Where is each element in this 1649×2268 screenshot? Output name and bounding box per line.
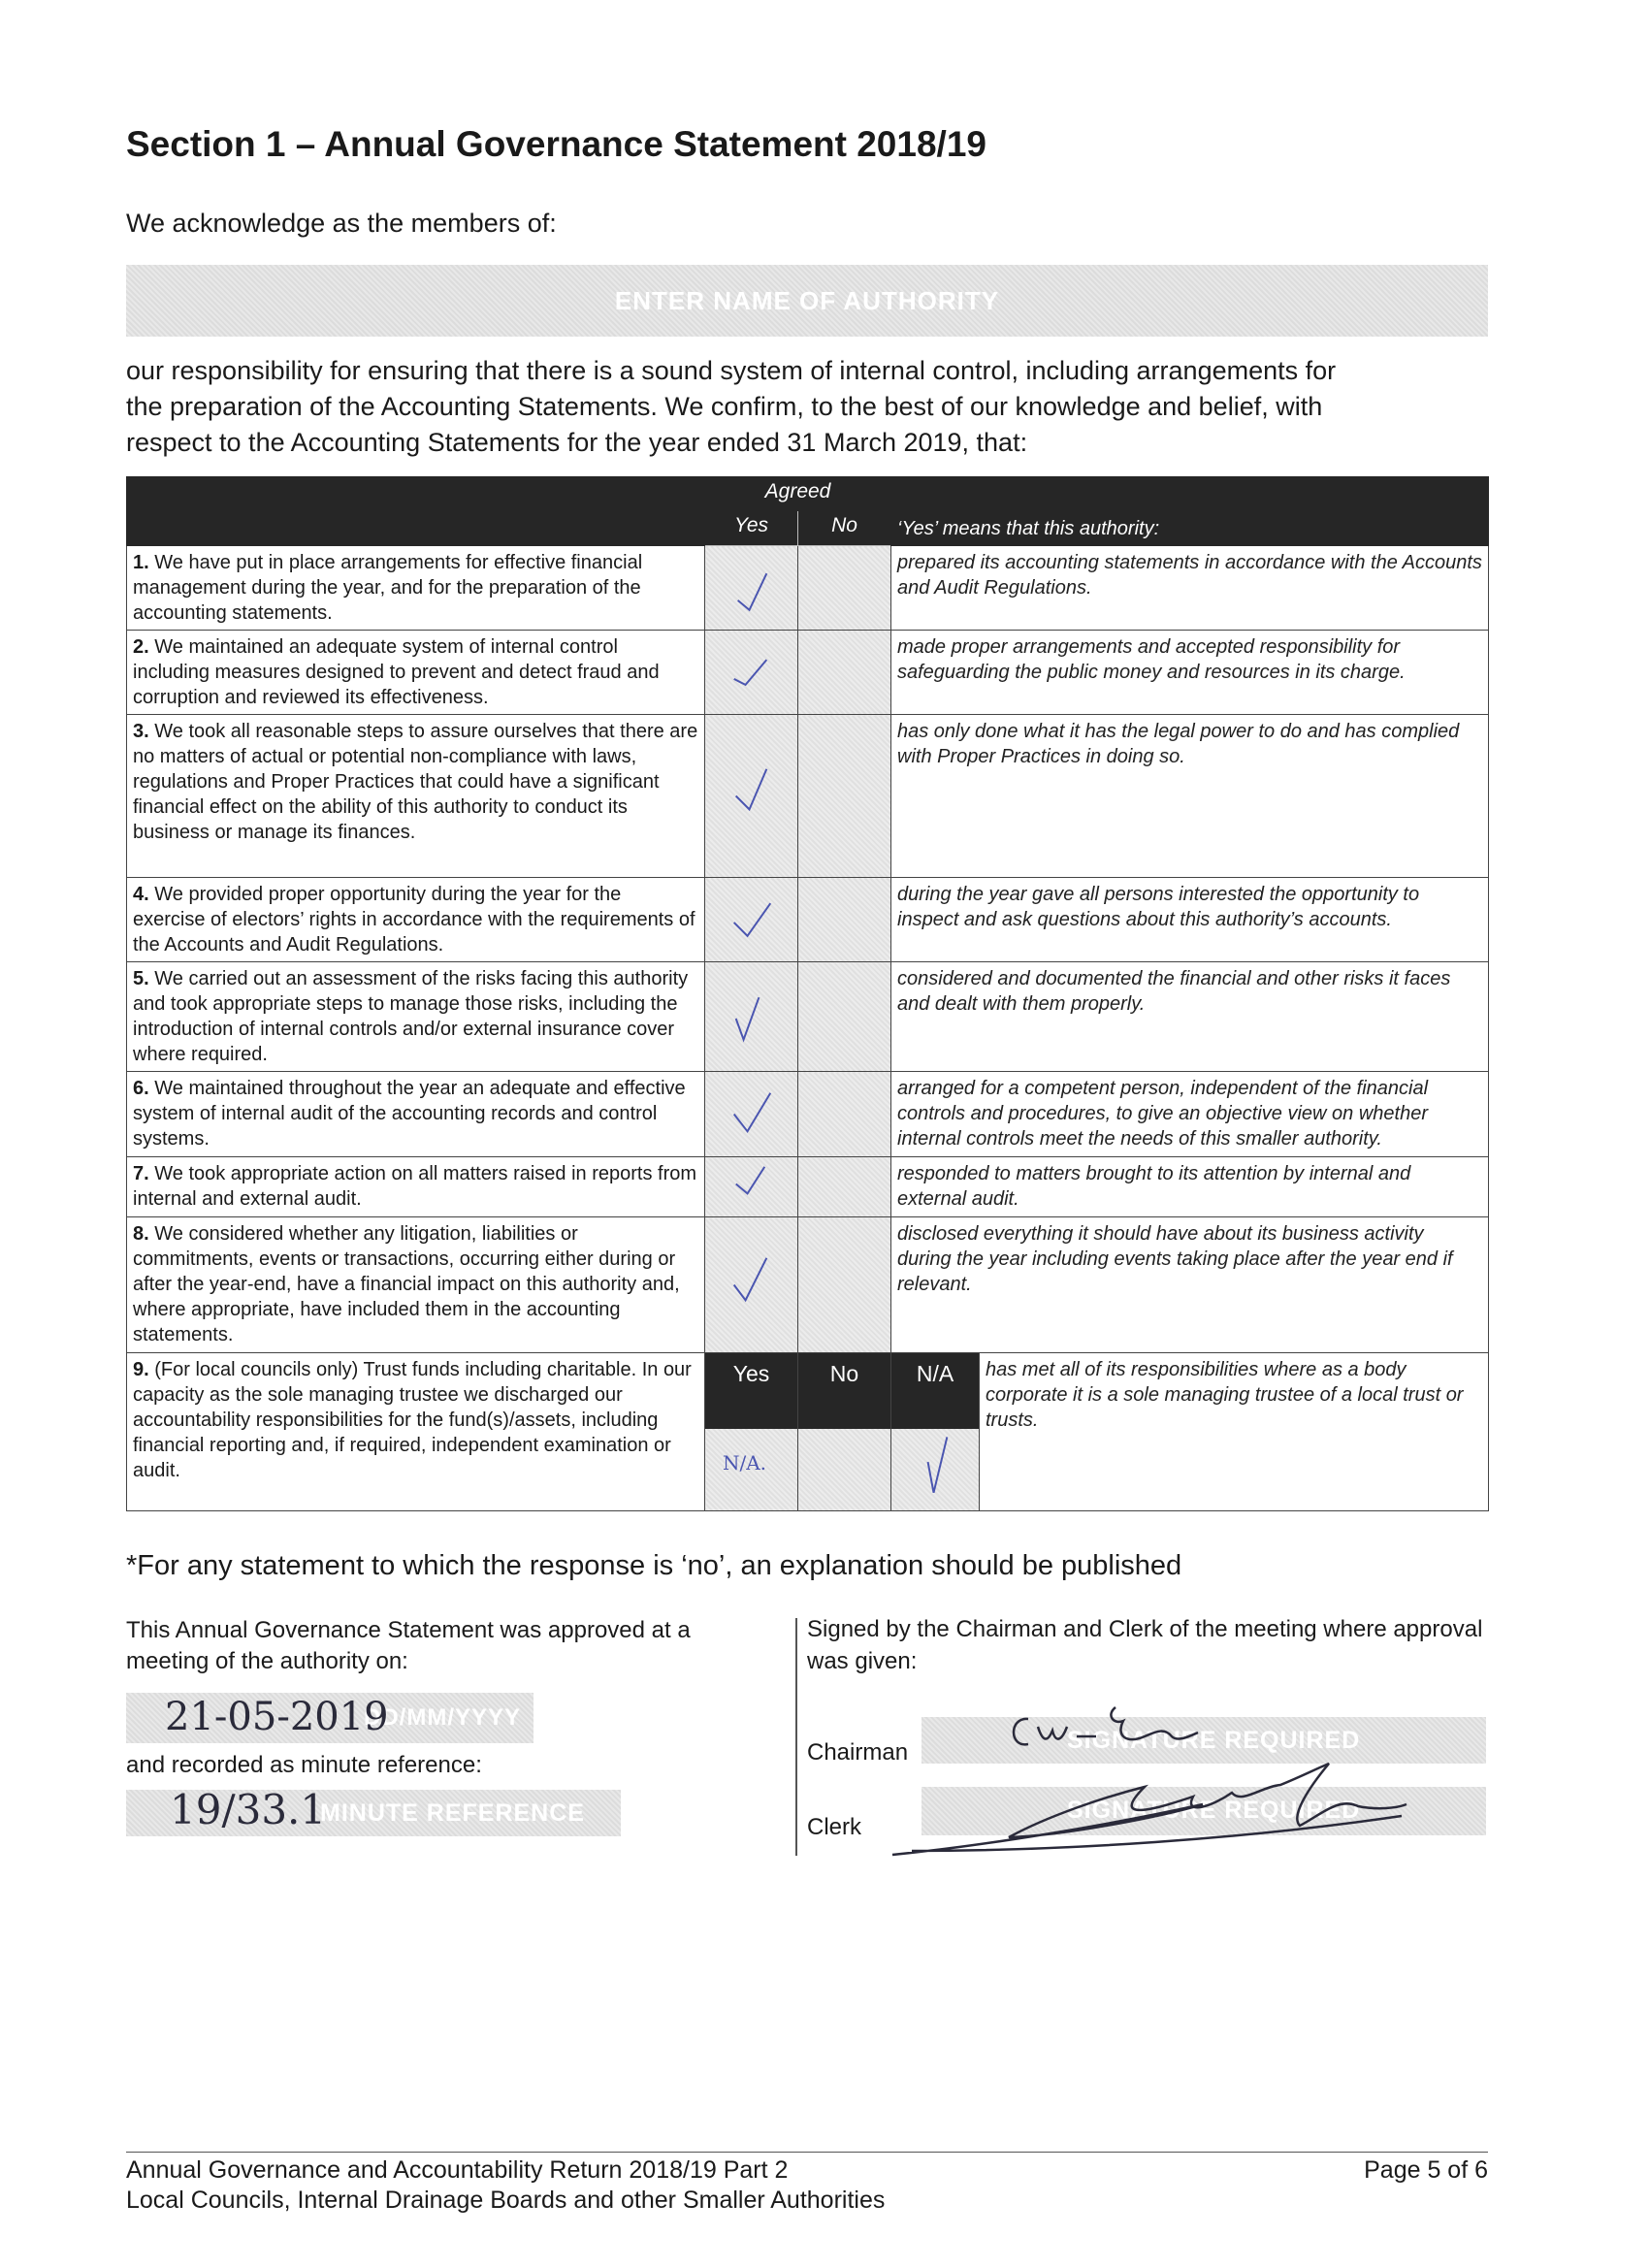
- chairman-label: Chairman: [807, 1739, 909, 1766]
- approval-date-field[interactable]: [126, 1693, 534, 1743]
- table-row: [127, 1157, 1489, 1217]
- no-checkbox-9[interactable]: [798, 1353, 891, 1511]
- table-row: [127, 546, 1489, 631]
- row-statement: We maintained throughout the year an adequate and effective system of internal audit of the accounting records and control systems.: [133, 1078, 686, 1150]
- row-description: arranged for a competent person, independent of the financial controls and procedures, to give an objective view on whether internal controls meet the needs of this smaller authority.: [891, 1072, 1489, 1157]
- row-number: 7.: [133, 1163, 149, 1184]
- tick-icon: [705, 546, 797, 630]
- yes-checkbox[interactable]: [705, 715, 798, 878]
- yes-checkbox[interactable]: [705, 962, 798, 1072]
- na-header-9: N/A: [891, 1353, 979, 1394]
- row-statement: We have put in place arrangements for effective financial management during the year, and for the preparation of the accounting statements.: [133, 552, 643, 624]
- minute-label: and recorded as minute reference:: [126, 1752, 482, 1778]
- header-blank: [127, 477, 705, 546]
- yes-checkbox[interactable]: [705, 1217, 798, 1353]
- row-number: 8.: [133, 1223, 149, 1245]
- footer-line-1: Annual Governance and Accountability Return 2018/19 Part 2: [126, 2156, 789, 2184]
- na-checkbox-9[interactable]: [891, 1353, 980, 1511]
- row-description: considered and documented the financial and other risks it faces and dealt with them properly.: [891, 962, 1489, 1072]
- footer-line-2: Local Councils, Internal Drainage Boards and other Smaller Authorities: [126, 2187, 886, 2214]
- handwritten-minute: 19/33.1: [170, 1786, 327, 1833]
- responsibility-line: the preparation of the Accounting Statements. We confirm, to the best of our knowledge and belief, with: [126, 392, 1323, 421]
- explanation-note: *For any statement to which the response is ‘no’, an explanation should be published: [126, 1550, 1182, 1581]
- row-description: made proper arrangements and accepted responsibility for safeguarding the public money and resources in its charge.: [891, 631, 1489, 715]
- yes-header-9: Yes: [705, 1353, 797, 1394]
- row-statement: We considered whether any litigation, liabilities or commitments, events or transactions, occurring either during or after the year-end, have a financial impact on this authority and, where appropriate, have included them in the accounting statements.: [133, 1223, 680, 1345]
- row-number: 9.: [133, 1359, 149, 1380]
- row-description: during the year gave all persons interested the opportunity to inspect and ask questions about this authority’s accounts.: [891, 878, 1489, 962]
- row-statement: We took all reasonable steps to assure ourselves that there are no matters of actual or potential non-compliance with laws, regulations and Proper Practices that could have a significant financial effect on the ability of this authority to conduct its business or manage its finances.: [133, 721, 698, 843]
- no-checkbox[interactable]: [798, 1072, 891, 1157]
- row-description: has met all of its responsibilities where as a body corporate it is a sole managing trustee of a local trust or trusts.: [980, 1353, 1489, 1511]
- no-header: No: [798, 511, 891, 546]
- responsibility-paragraph: [126, 353, 1523, 461]
- table-row-9: [127, 1353, 1489, 1511]
- table-row: [127, 878, 1489, 962]
- yes-header: Yes: [705, 511, 798, 546]
- tick-icon: [705, 1072, 797, 1156]
- no-checkbox[interactable]: [798, 962, 891, 1072]
- table-row: [127, 631, 1489, 715]
- row-statement: We carried out an assessment of the risks facing this authority and took appropriate steps to manage those risks, including the introduction of internal controls and/or external insurance cover where required.: [133, 968, 689, 1065]
- intro-text: We acknowledge as the members of:: [126, 209, 557, 238]
- responsibility-line: our responsibility for ensuring that there is a sound system of internal control, including arrangements for: [126, 356, 1337, 385]
- handwritten-na: N/A.: [723, 1451, 767, 1474]
- tick-icon: [891, 1429, 979, 1511]
- signature-placeholder: SIGNATURE REQUIRED: [1067, 1727, 1361, 1754]
- no-checkbox[interactable]: [798, 1217, 891, 1353]
- footer-rule: [126, 2152, 1488, 2153]
- no-checkbox[interactable]: [798, 631, 891, 715]
- row-description: prepared its accounting statements in accordance with the Accounts and Audit Regulations.: [891, 546, 1489, 631]
- dark-band: [891, 1394, 979, 1429]
- tick-icon: [705, 715, 797, 877]
- tick-icon: [705, 962, 797, 1071]
- authority-name-field[interactable]: [126, 265, 1488, 337]
- yes-checkbox[interactable]: [705, 878, 798, 962]
- table-row: [127, 1072, 1489, 1157]
- table-row: [127, 962, 1489, 1072]
- no-header-9: No: [798, 1353, 890, 1394]
- table-row: [127, 1217, 1489, 1353]
- row-description: responded to matters brought to its attention by internal and external audit.: [891, 1157, 1489, 1217]
- yes-checkbox[interactable]: [705, 1157, 798, 1217]
- approval-text: This Annual Governance Statement was approved at a meeting of the authority on:: [126, 1617, 691, 1674]
- table-row: [127, 715, 1489, 878]
- page-number: Page 5 of 6: [1364, 2156, 1488, 2184]
- page-title: Section 1 – Annual Governance Statement 2018/19: [126, 124, 986, 164]
- authority-name-placeholder: ENTER NAME OF AUTHORITY: [614, 285, 1000, 315]
- minute-placeholder: MINUTE REFERENCE: [320, 1799, 585, 1827]
- no-checkbox[interactable]: [798, 1157, 891, 1217]
- no-checkbox[interactable]: [798, 715, 891, 878]
- dark-band: [705, 1394, 797, 1429]
- tick-icon: [705, 878, 797, 961]
- clerk-label: Clerk: [807, 1814, 862, 1840]
- means-header: ‘Yes’ means that this authority:: [891, 477, 1489, 546]
- no-checkbox[interactable]: [798, 878, 891, 962]
- row-number: 4.: [133, 884, 149, 905]
- row-number: 3.: [133, 721, 149, 742]
- handwritten-date: 21-05-2019: [165, 1695, 389, 1739]
- responsibility-line: respect to the Accounting Statements for the year ended 31 March 2019, that:: [126, 428, 1028, 457]
- chairman-signature-field[interactable]: [922, 1717, 1486, 1764]
- chairman-signature-icon: [999, 1698, 1251, 1766]
- tick-icon: [705, 631, 797, 714]
- row-number: 1.: [133, 552, 149, 573]
- row-number: 6.: [133, 1078, 149, 1099]
- date-placeholder: DD/MM/YYYY: [364, 1704, 522, 1731]
- row-statement: We maintained an adequate system of internal control including measures designed to prevent and detect fraud and corruption and reviewed its effectiveness.: [133, 636, 660, 708]
- agreed-header: Agreed: [705, 477, 891, 511]
- row-description: has only done what it has the legal power to do and has complied with Proper Practices in doing so.: [891, 715, 1489, 878]
- dark-band: [798, 1394, 890, 1429]
- clerk-signature-icon: [873, 1758, 1416, 1864]
- governance-table: [126, 476, 1489, 1511]
- section-divider: [795, 1618, 797, 1856]
- yes-checkbox[interactable]: [705, 546, 798, 631]
- row-statement: We took appropriate action on all matters raised in reports from internal and external audit.: [133, 1163, 697, 1210]
- yes-checkbox[interactable]: [705, 631, 798, 715]
- clerk-signature-field[interactable]: [922, 1787, 1486, 1835]
- tick-icon: [705, 1157, 797, 1216]
- yes-checkbox-9[interactable]: [705, 1353, 798, 1511]
- footer-text: [126, 2155, 885, 2216]
- row-number: 5.: [133, 968, 149, 989]
- yes-checkbox[interactable]: [705, 1072, 798, 1157]
- row-statement: We provided proper opportunity during the year for the exercise of electors’ rights in accordance with the requirements of the Accounts and Audit Regulations.: [133, 884, 695, 956]
- no-checkbox[interactable]: [798, 546, 891, 631]
- minute-reference-field[interactable]: [126, 1786, 621, 1836]
- signed-text: Signed by the Chairman and Clerk of the meeting where approval was given:: [807, 1616, 1483, 1674]
- row-description: disclosed everything it should have about its business activity during the year including events taking place after the year end if relevant.: [891, 1217, 1489, 1353]
- row-statement: (For local councils only) Trust funds including charitable. In our capacity as the sole managing trustee we discharged our accountability responsibilities for the fund(s)/assets, including financial reporting and, if required, independent examination or audit.: [133, 1359, 692, 1481]
- tick-icon: [705, 1217, 797, 1352]
- signature-placeholder: SIGNATURE REQUIRED: [1067, 1797, 1361, 1824]
- row-number: 2.: [133, 636, 149, 658]
